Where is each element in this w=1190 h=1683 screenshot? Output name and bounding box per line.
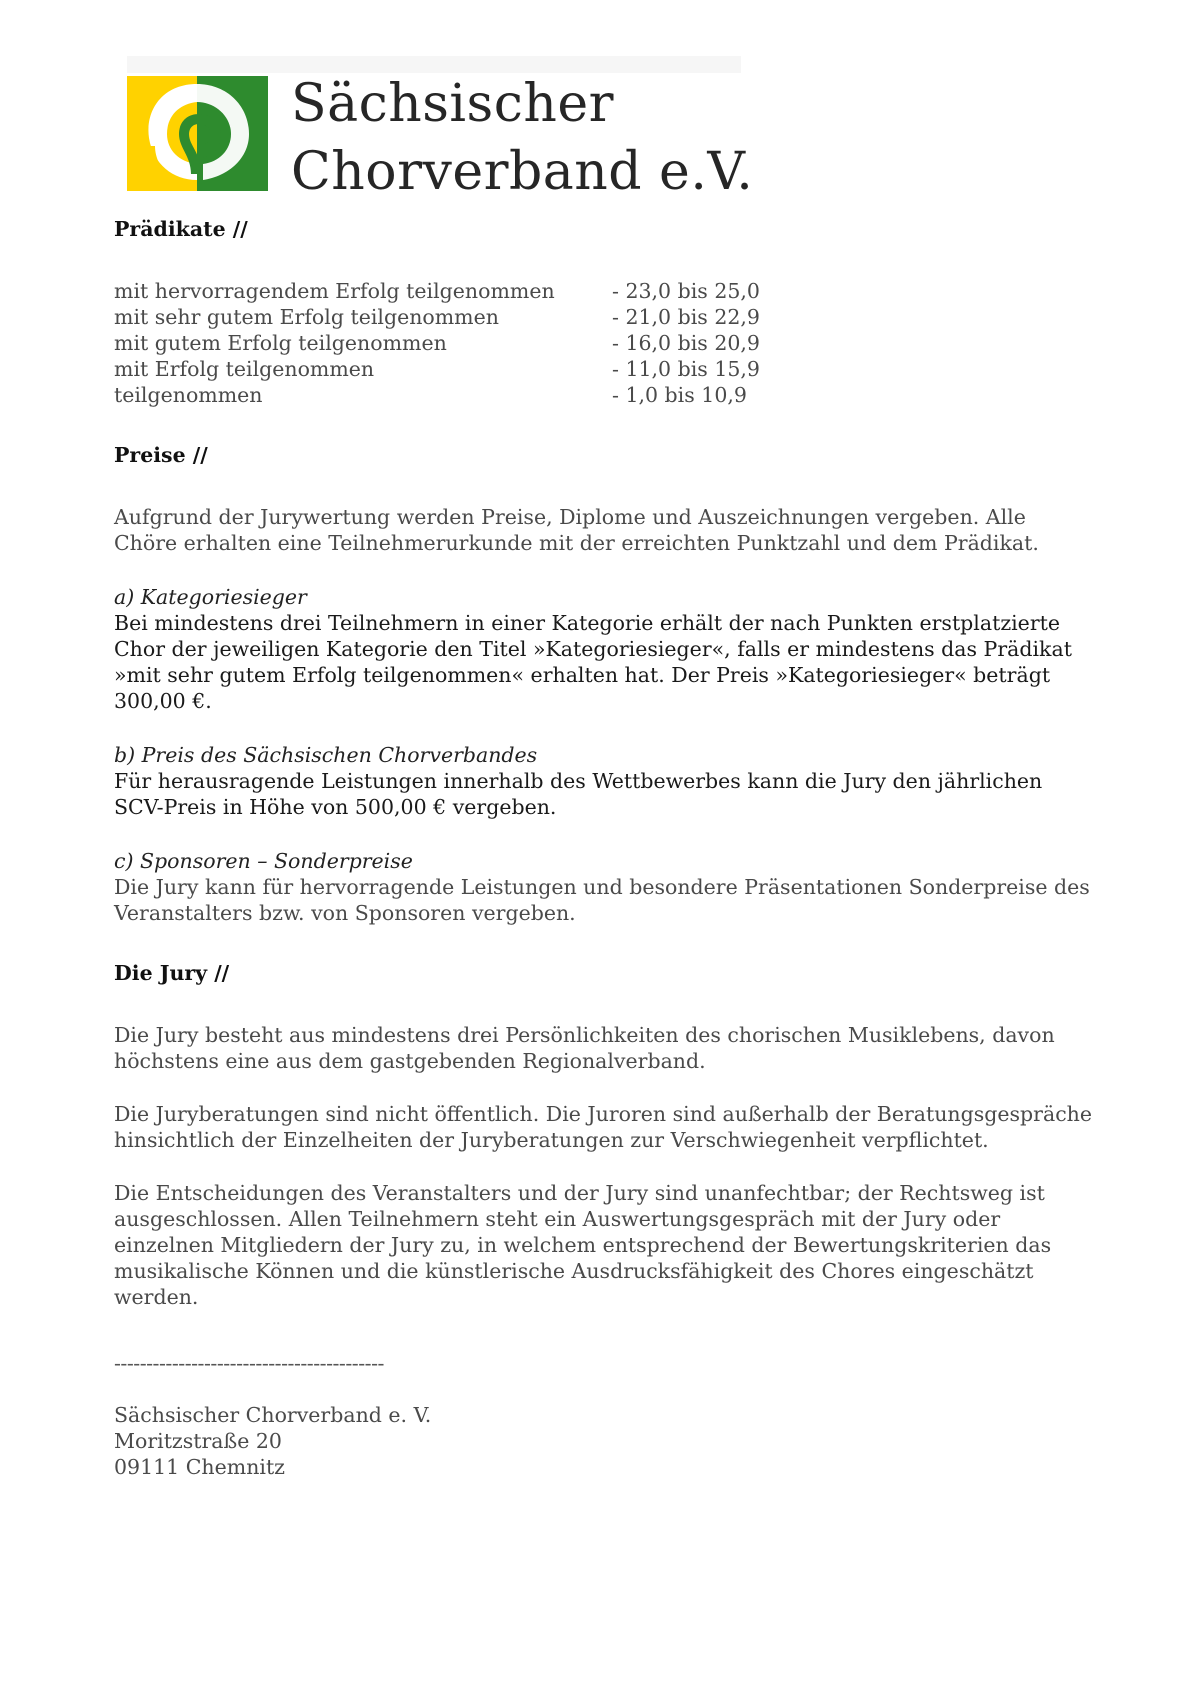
rating-row [114,356,1094,382]
rating-label: mit sehr gutem Erfolg teilgenommen [114,305,499,329]
rating-table [114,278,1094,408]
footer-address [114,1402,1094,1480]
prize-b-text: Für herausragende Leistungen innerhalb des Wettbewerbes kann die Jury den jährlichen SCV-Preis in Höhe von 500,00 € vergeben. [114,769,1043,819]
prize-b-title: b) Preis des Sächsischen Chorverbandes [114,743,538,767]
rating-row [114,382,1094,408]
rating-range: - 23,0 bis 25,0 [612,279,760,303]
address-street: Moritzstraße 20 [114,1429,282,1453]
rating-label: mit Erfolg teilgenommen [114,357,375,381]
prize-c-text: Die Jury kann für hervorragende Leistungen und besondere Präsentationen Sonderpreise des Veranstalters bzw. von Sponsoren vergeben. [114,875,1090,925]
choir-logo-icon [127,76,268,191]
prize-c-title: c) Sponsoren – Sonderpreise [114,849,413,873]
prize-a-text: Bei mindestens drei Teilnehmern in einer Kategorie erhält der nach Punkten erstplatzierte Chor der jeweiligen Kategorie den Titel »Kategoriesieger«, falls er mindestens das Prädikat »mit sehr gutem Erfolg teilgenommen« erhalten hat. Der Preis »Kategoriesieger« beträgt 300,00 €. [114,611,1072,713]
rating-row [114,304,1094,330]
logo-wordmark [291,70,753,206]
prize-sponsors [114,848,1094,926]
heading-praedikate: Prädikate // [114,217,248,241]
rating-label: mit gutem Erfolg teilgenommen [114,331,447,355]
jury-paragraph-3: Die Entscheidungen des Veranstalters und der Jury sind unanfechtbar; der Rechtsweg ist ausgeschlossen. Allen Teilnehmern steht ein Auswertungsgespräch mit der Jury oder einzelnen Mitgliedern der Jury zu, in welchem entsprechend der Bewertungskriterien das musikalische Können und die künstlerische Ausdrucksfähigkeit des Chores eingeschätzt werden. [114,1181,1052,1309]
jury-paragraph-1: Die Jury besteht aus mindestens drei Persönlichkeiten des chorischen Musiklebens, davon höchstens eine aus dem gastgebenden Regionalverband. [114,1023,1055,1073]
rating-row [114,278,1094,304]
heading-jury: Die Jury // [114,961,230,985]
address-org: Sächsischer Chorverband e. V. [114,1403,432,1427]
address-city: 09111 Chemnitz [114,1455,285,1479]
logo-line-1: Sächsischer [291,74,614,134]
prize-a-title: a) Kategoriesieger [114,585,307,609]
rating-label: mit hervorragendem Erfolg teilgenommen [114,279,555,303]
rating-range: - 16,0 bis 20,9 [612,331,760,355]
logo [127,56,754,202]
rating-label: teilgenommen [114,383,263,407]
preise-intro: Aufgrund der Jurywertung werden Preise, Diplome und Auszeichnungen vergeben. Alle Chöre erhalten eine Teilnehmerurkunde mit der erreichten Punktzahl und dem Prädikat. [114,505,1039,555]
logo-line-2: Chorverband e.V. [291,142,754,202]
prize-category-winner [114,584,1094,714]
rating-range: - 21,0 bis 22,9 [612,305,760,329]
rating-range: - 1,0 bis 10,9 [612,383,747,407]
rating-row [114,330,1094,356]
jury-paragraph-2: Die Juryberatungen sind nicht öffentlich. Die Juroren sind außerhalb der Beratungsgespräche hinsichtlich der Einzelheiten der Juryberatungen zur Verschwiegenheit verpflichtet. [114,1102,1093,1152]
rating-range: - 11,0 bis 15,9 [612,357,760,381]
prize-scv [114,742,1094,820]
footer-separator: ------------------------------------------ [114,1351,384,1375]
heading-preise: Preise // [114,443,208,467]
main-content [114,216,1094,1480]
